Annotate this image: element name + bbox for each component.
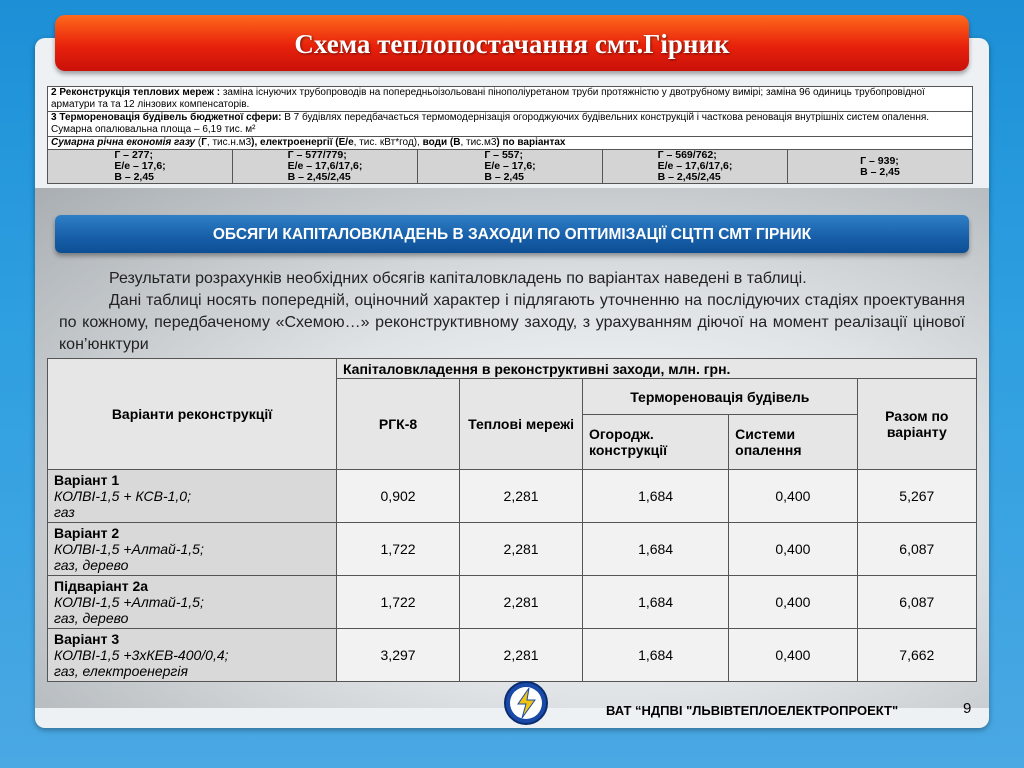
header-heating: Системи опалення	[729, 415, 857, 470]
header-variants: Варіанти реконструкції	[48, 359, 337, 470]
savings-variant-2	[233, 150, 418, 184]
variant-cell	[48, 576, 337, 629]
savings-variant-2a	[418, 150, 603, 184]
cell-networks: 2,281	[460, 523, 583, 576]
variant-cell	[48, 523, 337, 576]
variant-name: Підваріант 2а	[54, 578, 149, 594]
paragraph-2: Дані таблиці носять попередній, оціночний характер і підлягають уточненню на послідуючих стадіях проектування по кожному, передбаченому «Схемою…» реконструктивному заходу, з урахуванням діючої на момент реалізації цінової кон’юнктури	[59, 292, 965, 353]
paragraph-1: Результати розрахунків необхідних обсягів капіталовкладень по варіантах наведені в таблиці.	[109, 270, 807, 287]
page-number: 9	[963, 700, 972, 717]
cell-rgk: 1,722	[336, 576, 459, 629]
cell-enclosing: 1,684	[583, 523, 729, 576]
savings-line: В – 2,45	[860, 165, 900, 178]
savings-g: Г	[201, 137, 207, 148]
variant-name: Варіант 3	[54, 631, 120, 647]
company-logo	[503, 680, 549, 726]
savings-line: Е/е – 17,6;	[114, 160, 166, 172]
savings-label-gas: Сумарна річна економія газу	[51, 137, 196, 148]
cell-rgk: 0,902	[336, 470, 459, 523]
footer-company: ВАТ “НДПВІ "ЛЬВІВТЕПЛОЕЛЕКТРОПРОЕКТ"	[606, 703, 899, 718]
savings-header-row	[48, 137, 973, 150]
variant-desc: КОЛВІ-1,5 +3хКЕВ-400/0,4;	[54, 647, 229, 663]
savings-line: Г – 557;	[484, 149, 523, 161]
cell-rgk: 3,297	[336, 629, 459, 682]
savings-variant-3	[603, 150, 788, 184]
cell-enclosing: 1,684	[583, 576, 729, 629]
cell-networks: 2,281	[460, 470, 583, 523]
savings-w-unit: , тис.м3	[460, 137, 497, 148]
measure-row-networks-text: заміна існуючих трубопроводів на попередньоізольовані пінополіуретаном труби протяжністю у двотрубному вимірі; заміна 96 одиниць трубопровідної арматури та та 12 лінзових компенсаторів.	[51, 87, 925, 110]
savings-line: Е/е – 17,6/17,6;	[657, 160, 733, 172]
variant-cell	[48, 470, 337, 523]
cell-total: 5,267	[857, 470, 976, 523]
savings-line: Е/е – 17,6;	[484, 160, 536, 172]
cell-heating: 0,400	[729, 576, 857, 629]
cell-networks: 2,281	[460, 629, 583, 682]
measure-row-buildings	[48, 112, 973, 137]
capital-investment-table	[47, 358, 977, 682]
variant-fuel: газ, дерево	[54, 557, 129, 573]
intro-paragraph	[59, 268, 965, 356]
savings-line: В – 2,45	[114, 171, 155, 183]
cell-enclosing: 1,684	[583, 629, 729, 682]
savings-e-unit: , тис. кВт*год),	[353, 137, 423, 148]
table-row	[48, 470, 977, 523]
cell-rgk: 1,722	[336, 523, 459, 576]
savings-line: В – 2,45	[484, 171, 525, 183]
cell-networks: 2,281	[460, 576, 583, 629]
cell-heating: 0,400	[729, 523, 857, 576]
measures-table	[47, 86, 973, 184]
variant-desc: КОЛВІ-1,5 +Алтай-1,5;	[54, 541, 204, 557]
header-rgk: РГК-8	[336, 379, 459, 470]
table-row	[48, 576, 977, 629]
savings-line: Е/е – 17,6/17,6;	[287, 160, 363, 172]
savings-line: Г – 569/762;	[657, 149, 717, 161]
savings-line: В – 2,45/2,45	[287, 171, 351, 183]
title-banner	[55, 15, 969, 71]
savings-label-electricity: ), електроенергії (Е/е	[251, 137, 354, 148]
savings-variant-4	[788, 150, 973, 184]
savings-line: Г – 939;	[860, 154, 899, 167]
measure-row-buildings-title: 3 Термореновація будівель бюджетної сфери:	[51, 112, 282, 123]
variant-name: Варіант 1	[54, 472, 120, 488]
savings-line: Г – 277;	[114, 149, 153, 161]
header-total: Разом по варіанту	[857, 379, 976, 470]
table-row	[48, 629, 977, 682]
variant-fuel: газ, електроенергія	[54, 663, 188, 679]
section-title: ОБСЯГИ КАПІТАЛОВКЛАДЕНЬ В ЗАХОДИ ПО ОПТИМІЗАЦІЇ СЦТП СМТ ГІРНИК	[212, 226, 812, 243]
savings-label-variants: ) по варіантах	[496, 137, 566, 148]
cell-enclosing: 1,684	[583, 470, 729, 523]
cell-total: 7,662	[857, 629, 976, 682]
table-row	[48, 523, 977, 576]
savings-paren: (	[195, 137, 202, 148]
page-title: Схема теплопостачання смт.Гірник	[294, 29, 730, 59]
savings-label-water: води (В	[422, 137, 461, 148]
cell-heating: 0,400	[729, 629, 857, 682]
measure-row-networks-title: 2 Реконструкція теплових мереж :	[51, 87, 221, 98]
variant-desc: КОЛВІ-1,5 +Алтай-1,5;	[54, 594, 204, 610]
cell-total: 6,087	[857, 523, 976, 576]
cell-total: 6,087	[857, 576, 976, 629]
cell-heating: 0,400	[729, 470, 857, 523]
header-thermo: Термореновація будівель	[583, 379, 858, 415]
header-capital: Капіталовкладення в реконструктивні заходи, млн. грн.	[336, 359, 976, 379]
section-banner	[55, 215, 969, 253]
savings-variant-1	[48, 150, 233, 184]
variant-cell	[48, 629, 337, 682]
savings-g-unit: , тис.н.м3	[206, 137, 252, 148]
savings-line: Г – 577/779;	[287, 149, 347, 161]
header-networks: Теплові мережі	[460, 379, 583, 470]
variant-fuel: газ	[54, 504, 75, 520]
variant-desc: КОЛВІ-1,5 + КСВ-1,0;	[54, 488, 191, 504]
variant-fuel: газ, дерево	[54, 610, 129, 626]
savings-line: В – 2,45/2,45	[657, 171, 721, 183]
header-enclosing: Огородж. конструкції	[583, 415, 729, 470]
variant-name: Варіант 2	[54, 525, 120, 541]
measure-row-buildings-text: В 7 будівлях передбачається термомодернізація огороджуючих будівельних конструкцій і часткова реновація внутрішніх систем опалення. Сумарна опалювальна площа – 6,19 тис. м²	[51, 112, 930, 135]
measure-row-networks	[48, 87, 973, 112]
